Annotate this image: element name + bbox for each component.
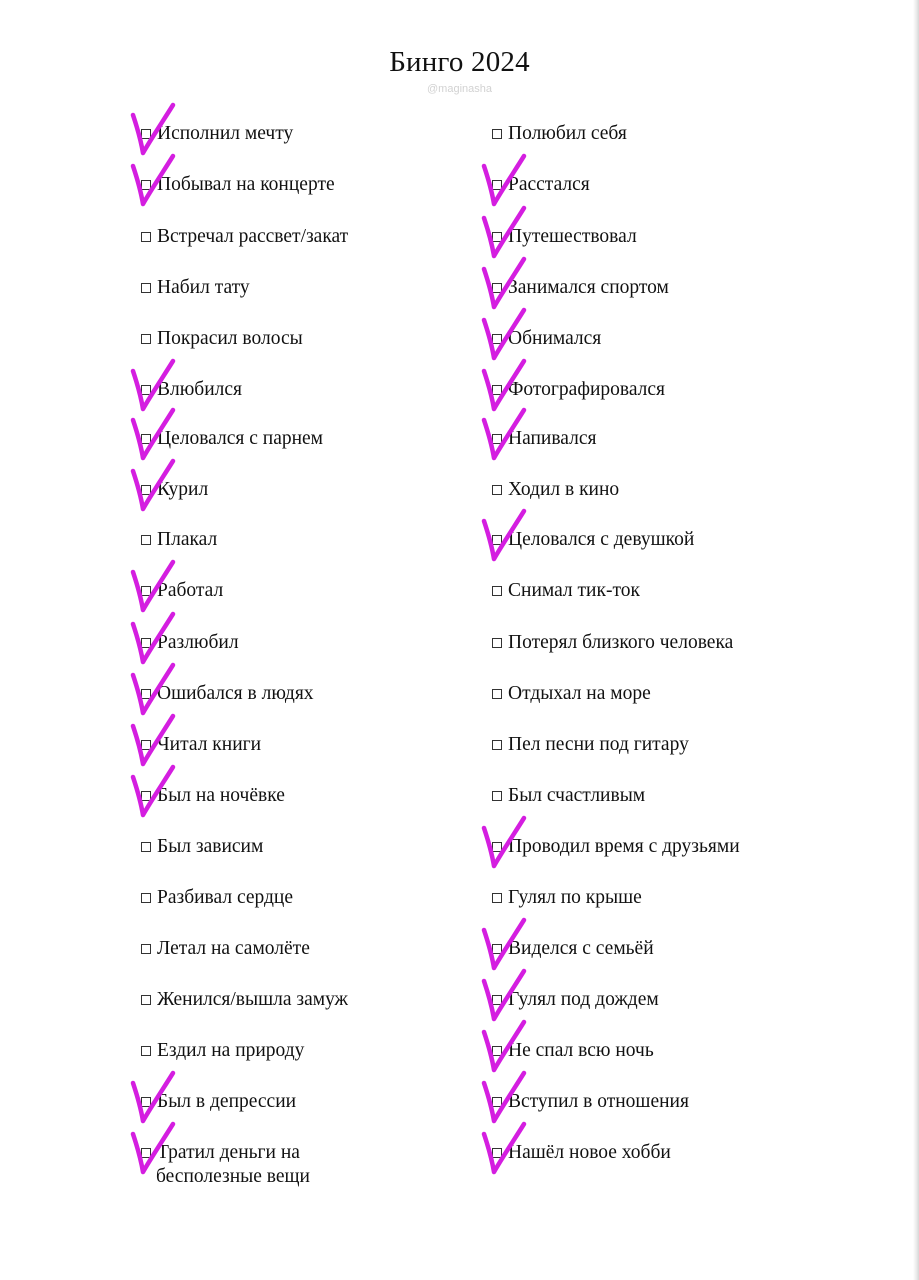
checkbox[interactable]: [492, 334, 502, 344]
checklist-item-label: Ошибался в людях: [157, 683, 314, 704]
checkbox[interactable]: [141, 791, 151, 801]
checklist-item[interactable]: [141, 427, 323, 451]
checklist-item[interactable]: [492, 886, 642, 910]
checklist-item[interactable]: [141, 225, 348, 249]
checklist-item-label: Набил тату: [157, 277, 250, 298]
checklist-item-label: Исполнил мечту: [157, 123, 294, 144]
checkbox[interactable]: [492, 535, 502, 545]
checklist-item[interactable]: [141, 478, 208, 502]
checklist-item[interactable]: [141, 631, 239, 655]
checklist-item[interactable]: [492, 173, 590, 197]
checkbox[interactable]: [141, 385, 151, 395]
checklist-item-label: Обнимался: [508, 328, 602, 349]
checklist-item[interactable]: [141, 579, 223, 603]
checklist-item-label: Фотографировался: [508, 379, 666, 400]
checklist-item[interactable]: [492, 682, 651, 706]
checkbox[interactable]: [141, 689, 151, 699]
checklist-item-label: Целовался с девушкой: [508, 529, 695, 550]
page-edge-shadow: [913, 0, 919, 1280]
checkbox[interactable]: [492, 283, 502, 293]
checklist-item[interactable]: [492, 988, 659, 1012]
checkbox[interactable]: [141, 995, 151, 1005]
checklist-item-label: Разлюбил: [157, 632, 239, 653]
checklist-item-label: Не спал всю ночь: [508, 1040, 654, 1061]
checklist-item[interactable]: [492, 733, 689, 757]
checklist-item-label: Курил: [157, 479, 209, 500]
checklist-item-label: Читал книги: [157, 734, 262, 755]
checkbox[interactable]: [141, 129, 151, 139]
checklist-item-label: Гулял под дождем: [508, 989, 659, 1010]
checklist-item[interactable]: [141, 276, 250, 300]
checkbox[interactable]: [492, 385, 502, 395]
checkbox[interactable]: [492, 129, 502, 139]
checkbox[interactable]: [141, 334, 151, 344]
checkbox[interactable]: [141, 586, 151, 596]
checklist-item[interactable]: [141, 1039, 304, 1063]
checkbox[interactable]: [492, 944, 502, 954]
checklist-item-label: Работал: [157, 580, 224, 601]
checklist-item-label: Влюбился: [157, 379, 243, 400]
checklist-item-label: Был зависим: [157, 836, 264, 857]
checkbox[interactable]: [492, 232, 502, 242]
checkbox[interactable]: [492, 485, 502, 495]
checklist-item-label: Отдыхал на море: [508, 683, 651, 704]
checklist-item-label: Тратил деньги на: [157, 1142, 300, 1163]
checklist-item-label: Плакал: [157, 529, 218, 550]
checkbox[interactable]: [141, 740, 151, 750]
checklist-item-label: Путешествовал: [508, 226, 637, 247]
checklist-item-label: Побывал на концерте: [157, 174, 335, 195]
checklist-item-label: Встречал рассвет/закат: [157, 226, 349, 247]
checkbox[interactable]: [492, 740, 502, 750]
checklist-item[interactable]: [141, 835, 263, 859]
checklist-item[interactable]: [492, 579, 640, 603]
checkbox[interactable]: [141, 434, 151, 444]
checkbox[interactable]: [492, 434, 502, 444]
checklist-item-label: Пел песни под гитару: [508, 734, 689, 755]
checklist-item[interactable]: [141, 733, 261, 757]
checkbox[interactable]: [492, 893, 502, 903]
checklist-item-label: Виделся с семьёй: [508, 938, 654, 959]
checklist-item-label: Гулял по крыше: [508, 887, 642, 908]
checklist-item-label: Напивался: [508, 428, 597, 449]
checkbox[interactable]: [492, 995, 502, 1005]
checklist-item-label: Потерял близкого человека: [508, 632, 734, 653]
watermark: @maginasha: [427, 83, 492, 95]
checklist-item-label: Был на ночёвке: [157, 785, 285, 806]
checklist-item[interactable]: [141, 173, 335, 197]
checkbox[interactable]: [492, 842, 502, 852]
checklist-item[interactable]: [141, 1090, 296, 1114]
checklist-item[interactable]: [141, 784, 285, 808]
checkbox[interactable]: [141, 893, 151, 903]
checklist-item[interactable]: [492, 1141, 671, 1165]
checklist-item-label: Целовался с парнем: [157, 428, 324, 449]
checklist-item-label: Был в депрессии: [157, 1091, 297, 1112]
checklist-item-label: Полюбил себя: [508, 123, 627, 144]
checklist-item[interactable]: [492, 122, 627, 146]
checklist-item[interactable]: [492, 225, 637, 249]
checklist-item-label: Проводил время с друзьями: [508, 836, 740, 857]
checklist-item[interactable]: [492, 478, 619, 502]
checklist-item-label: Ездил на природу: [157, 1040, 305, 1061]
checklist-item[interactable]: [141, 988, 348, 1012]
checkbox[interactable]: [141, 1148, 151, 1158]
checkbox[interactable]: [492, 638, 502, 648]
checklist-item-label: Снимал тик-ток: [508, 580, 640, 601]
checklist-item-label: Расстался: [508, 174, 590, 195]
checkbox[interactable]: [141, 283, 151, 293]
checklist-item[interactable]: [492, 1090, 689, 1114]
checklist-item[interactable]: [492, 631, 733, 655]
checklist-item[interactable]: [492, 835, 740, 859]
checklist-item[interactable]: [492, 327, 601, 351]
checkbox[interactable]: [141, 638, 151, 648]
checkbox[interactable]: [492, 1046, 502, 1056]
checkbox[interactable]: [141, 232, 151, 242]
checkbox[interactable]: [492, 586, 502, 596]
checklist-item[interactable]: [141, 1141, 310, 1189]
checklist-item-label: Разбивал сердце: [157, 887, 293, 908]
checklist-item[interactable]: [492, 528, 694, 552]
checklist-item[interactable]: [141, 327, 303, 351]
checklist-item[interactable]: [492, 378, 665, 402]
checklist-item-label: Был счастливым: [508, 785, 646, 806]
checklist-item[interactable]: [141, 122, 293, 146]
checkbox[interactable]: [141, 842, 151, 852]
checkbox[interactable]: [141, 944, 151, 954]
checklist-item[interactable]: [141, 886, 293, 910]
checklist-item[interactable]: [141, 378, 242, 402]
checklist-item-label: Ходил в кино: [508, 479, 620, 500]
checklist-item[interactable]: [492, 276, 669, 300]
checklist-item[interactable]: [492, 937, 654, 961]
checkbox[interactable]: [492, 1148, 502, 1158]
checklist-item-label: Женился/вышла замуж: [157, 989, 349, 1010]
checklist-item[interactable]: [141, 528, 217, 552]
checklist-item[interactable]: [492, 784, 645, 808]
checkbox[interactable]: [141, 535, 151, 545]
checklist-item-label: Летал на самолёте: [157, 938, 310, 959]
checklist-item[interactable]: [492, 1039, 654, 1063]
checklist-item-label: Занимался спортом: [508, 277, 669, 298]
checkbox[interactable]: [492, 1097, 502, 1107]
checkbox[interactable]: [141, 1046, 151, 1056]
checklist-item[interactable]: [492, 427, 596, 451]
page-title: Бинго 2024: [389, 46, 530, 78]
checklist-item-label-line2: бесполезные вещи: [156, 1166, 310, 1187]
checkbox[interactable]: [492, 689, 502, 699]
checklist-item[interactable]: [141, 937, 310, 961]
checkbox[interactable]: [492, 791, 502, 801]
checklist-item-label: Нашёл новое хобби: [508, 1142, 671, 1163]
checklist-item[interactable]: [141, 682, 314, 706]
checklist-item-label: Покрасил волосы: [157, 328, 303, 349]
checkbox[interactable]: [492, 180, 502, 190]
checkbox[interactable]: [141, 1097, 151, 1107]
checkbox[interactable]: [141, 485, 151, 495]
checkbox[interactable]: [141, 180, 151, 190]
checklist-item-label: Вступил в отношения: [508, 1091, 689, 1112]
